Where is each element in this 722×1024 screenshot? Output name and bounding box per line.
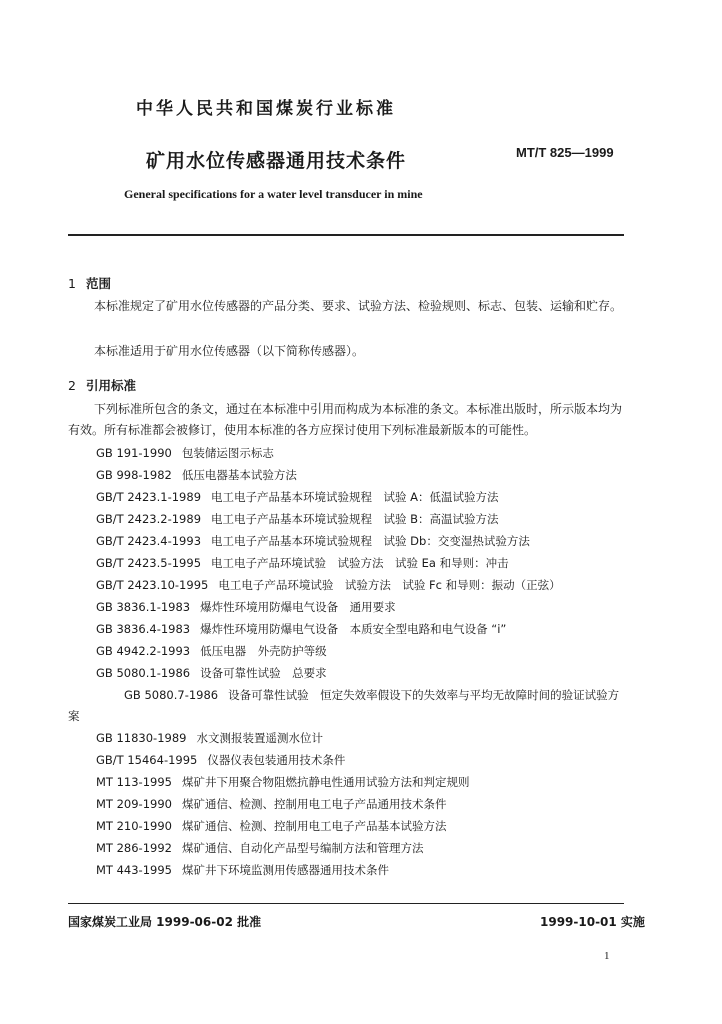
reference-item: GB 191-1990 包装储运图示标志: [96, 446, 274, 460]
reference-item: GB 998-1982 低压电器基本试验方法: [96, 468, 297, 482]
implementation-date: 1999-10-01 实施: [540, 915, 645, 929]
english-title: General specifications for a water level transducer in mine: [124, 187, 423, 201]
approval-note: 国家煤炭工业局 1999-06-02 批准: [68, 915, 262, 929]
standard-category-header: 中华人民共和国煤炭行业标准: [136, 99, 396, 119]
reference-item: MT 443-1995 煤矿井下环境监测用传感器通用技术条件: [96, 863, 389, 877]
header-divider: [68, 234, 624, 236]
reference-item: GB/T 2423.1-1989 电工电子产品基本环境试验规程 试验 A：低温试验方法: [96, 490, 499, 504]
standard-code: MT/T 825—1999: [516, 145, 614, 160]
reference-item: GB/T 2423.5-1995 电工电子产品环境试验 试验方法 试验 Ea 和导则：冲击: [96, 556, 509, 570]
footer-divider: [68, 903, 624, 904]
section-number: 1: [68, 276, 76, 291]
reference-item: MT 210-1990 煤矿通信、检测、控制用电工电子产品基本试验方法: [96, 819, 447, 833]
reference-item: GB/T 2423.4-1993 电工电子产品基本环境试验规程 试验 Db：交变湿热试验方法: [96, 534, 530, 548]
section-title: 引用标准: [86, 378, 137, 393]
reference-item: GB 3836.1-1983 爆炸性环境用防爆电气设备 通用要求: [96, 600, 396, 614]
reference-item: MT 113-1995 煤矿井下用聚合物阻燃抗静电性通用试验方法和判定规则: [96, 775, 470, 789]
reference-item: GB/T 2423.10-1995 电工电子产品环境试验 试验方法 试验 Fc 和导则：振动（正弦）: [96, 578, 561, 592]
section-title: 范围: [86, 276, 112, 291]
reference-item: GB 5080.7-1986 设备可靠性试验 恒定失效率假设下的失效率与平均无故障时间的验证试验方案: [68, 688, 620, 723]
paragraph: 本标准适用于矿用水位传感器（以下简称传感器）。: [94, 344, 365, 358]
reference-item: GB/T 2423.2-1989 电工电子产品基本环境试验规程 试验 B：高温试验方法: [96, 512, 499, 526]
document-title: 矿用水位传感器通用技术条件: [146, 150, 407, 172]
reference-item: MT 209-1990 煤矿通信、检测、控制用电工电子产品通用技术条件: [96, 797, 447, 811]
reference-item: GB/T 15464-1995 仪器仪表包装通用技术条件: [96, 753, 346, 767]
reference-item: GB 3836.4-1983 爆炸性环境用防爆电气设备 本质安全型电路和电气设备 “i”: [96, 622, 507, 636]
reference-item: MT 286-1992 煤矿通信、自动化产品型号编制方法和管理方法: [96, 841, 424, 855]
paragraph: 本标准规定了矿用水位传感器的产品分类、要求、试验方法、检验规则、标志、包装、运输和贮存。: [94, 299, 623, 313]
section-heading: [68, 376, 136, 394]
reference-item: GB 11830-1989 水文测报装置遥测水位计: [96, 731, 323, 745]
page-number: 1: [604, 950, 610, 962]
reference-item: GB 4942.2-1993 低压电器 外壳防护等级: [96, 644, 327, 658]
section-number: 2: [68, 378, 76, 393]
paragraph: 下列标准所包含的条文，通过在本标准中引用而构成为本标准的条文。本标准出版时，所示版本均为有效。所有标准都会被修订，使用本标准的各方应探讨使用下列标准最新版本的可能性。: [68, 402, 623, 437]
section-heading: [68, 274, 111, 292]
reference-item: GB 5080.1-1986 设备可靠性试验 总要求: [96, 666, 327, 680]
